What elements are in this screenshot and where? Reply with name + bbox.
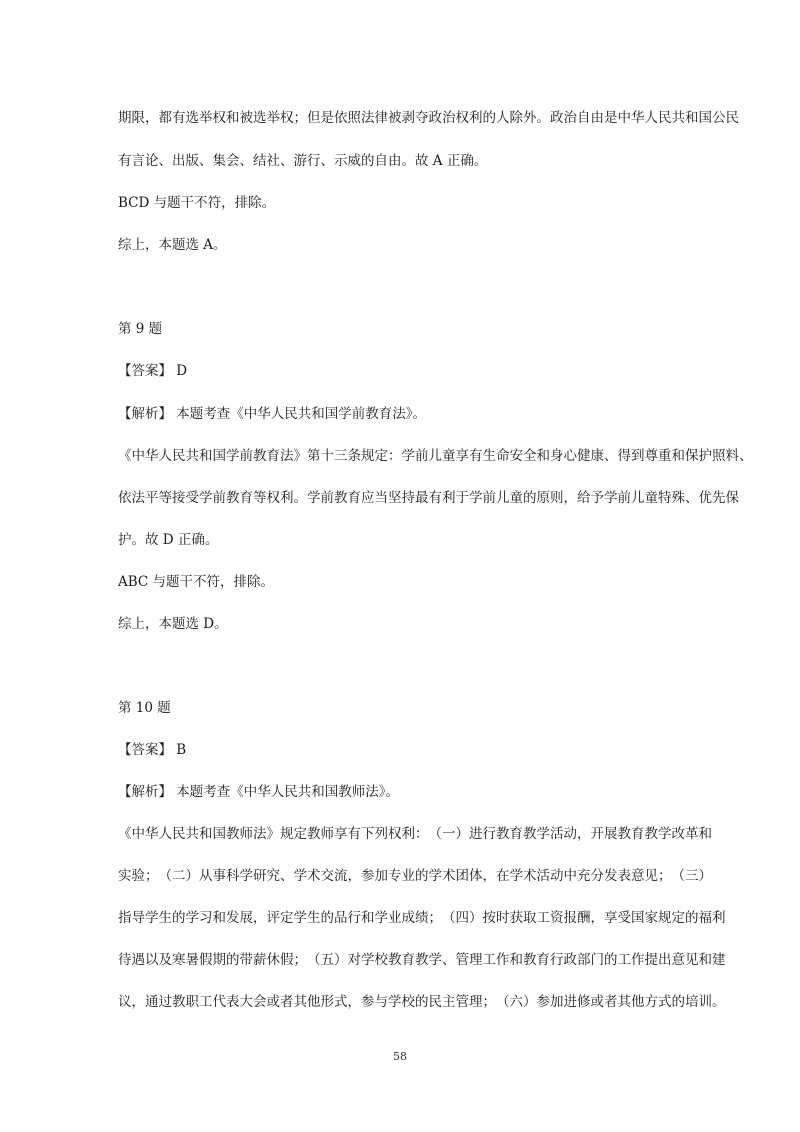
question-heading: 第 10 题 xyxy=(118,700,171,716)
conclusion-line: 综上，本题选 D。 xyxy=(118,616,228,632)
paragraph-line: 护。故 D 正确。 xyxy=(118,532,219,548)
paragraph-line: 议，通过教职工代表大会或者其他形式，参与学校的民主管理； （六）参加进修或者其他方式的培训。 xyxy=(118,994,726,1010)
paragraph-line: 指导学生的学习和发展，评定学生的品行和学业成绩； （四）按时获取工资报酬，享受国家规定的福利 xyxy=(118,910,726,926)
exclusion-line: ABC 与题干不符，排除。 xyxy=(118,574,275,590)
answer-line: 【答案】 D xyxy=(118,363,188,379)
analysis-line: 【解析】 本题考查《中华人民共和国学前教育法》。 xyxy=(118,406,427,422)
paragraph-line: 依法平等接受学前教育等权利。学前教育应当坚持最有利于学前儿童的原则，给予学前儿童特殊、优先保 xyxy=(118,490,739,506)
paragraph-line: 有言论、出版、集会、结社、游行、示威的自由。故 A 正确。 xyxy=(118,153,488,169)
analysis-line: 【解析】 本题考查《中华人民共和国教师法》。 xyxy=(118,784,400,800)
question-heading: 第 9 题 xyxy=(118,321,163,337)
paragraph-line: 实验； （二）从事科学研究、学术交流，参加专业的学术团体，在学术活动中充分发表意见； （三） xyxy=(118,868,712,884)
paragraph-line: 《中华人民共和国学前教育法》第十三条规定：学前儿童享有生命安全和身心健康、得到尊重和保护照料、 xyxy=(118,448,753,464)
paragraph-line: 《中华人民共和国教师法》规定教师享有下列权利： （一）进行教育教学活动，开展教育教学改革和 xyxy=(118,826,712,842)
paragraph-line: 待遇以及寒暑假期的带薪休假； （五）对学校教育教学、管理工作和教育行政部门的工作提出意见和建 xyxy=(118,952,726,968)
conclusion-line: 综上，本题选 A。 xyxy=(118,237,227,253)
exclusion-line: BCD 与题干不符，排除。 xyxy=(118,195,276,211)
answer-line: 【答案】 B xyxy=(118,742,187,758)
page-number: 58 xyxy=(393,1050,407,1063)
paragraph-line: 期限，都有选举权和被选举权；但是依照法律被剥夺政治权利的人除外。政治自由是中华人民共和国公民 xyxy=(118,110,739,126)
